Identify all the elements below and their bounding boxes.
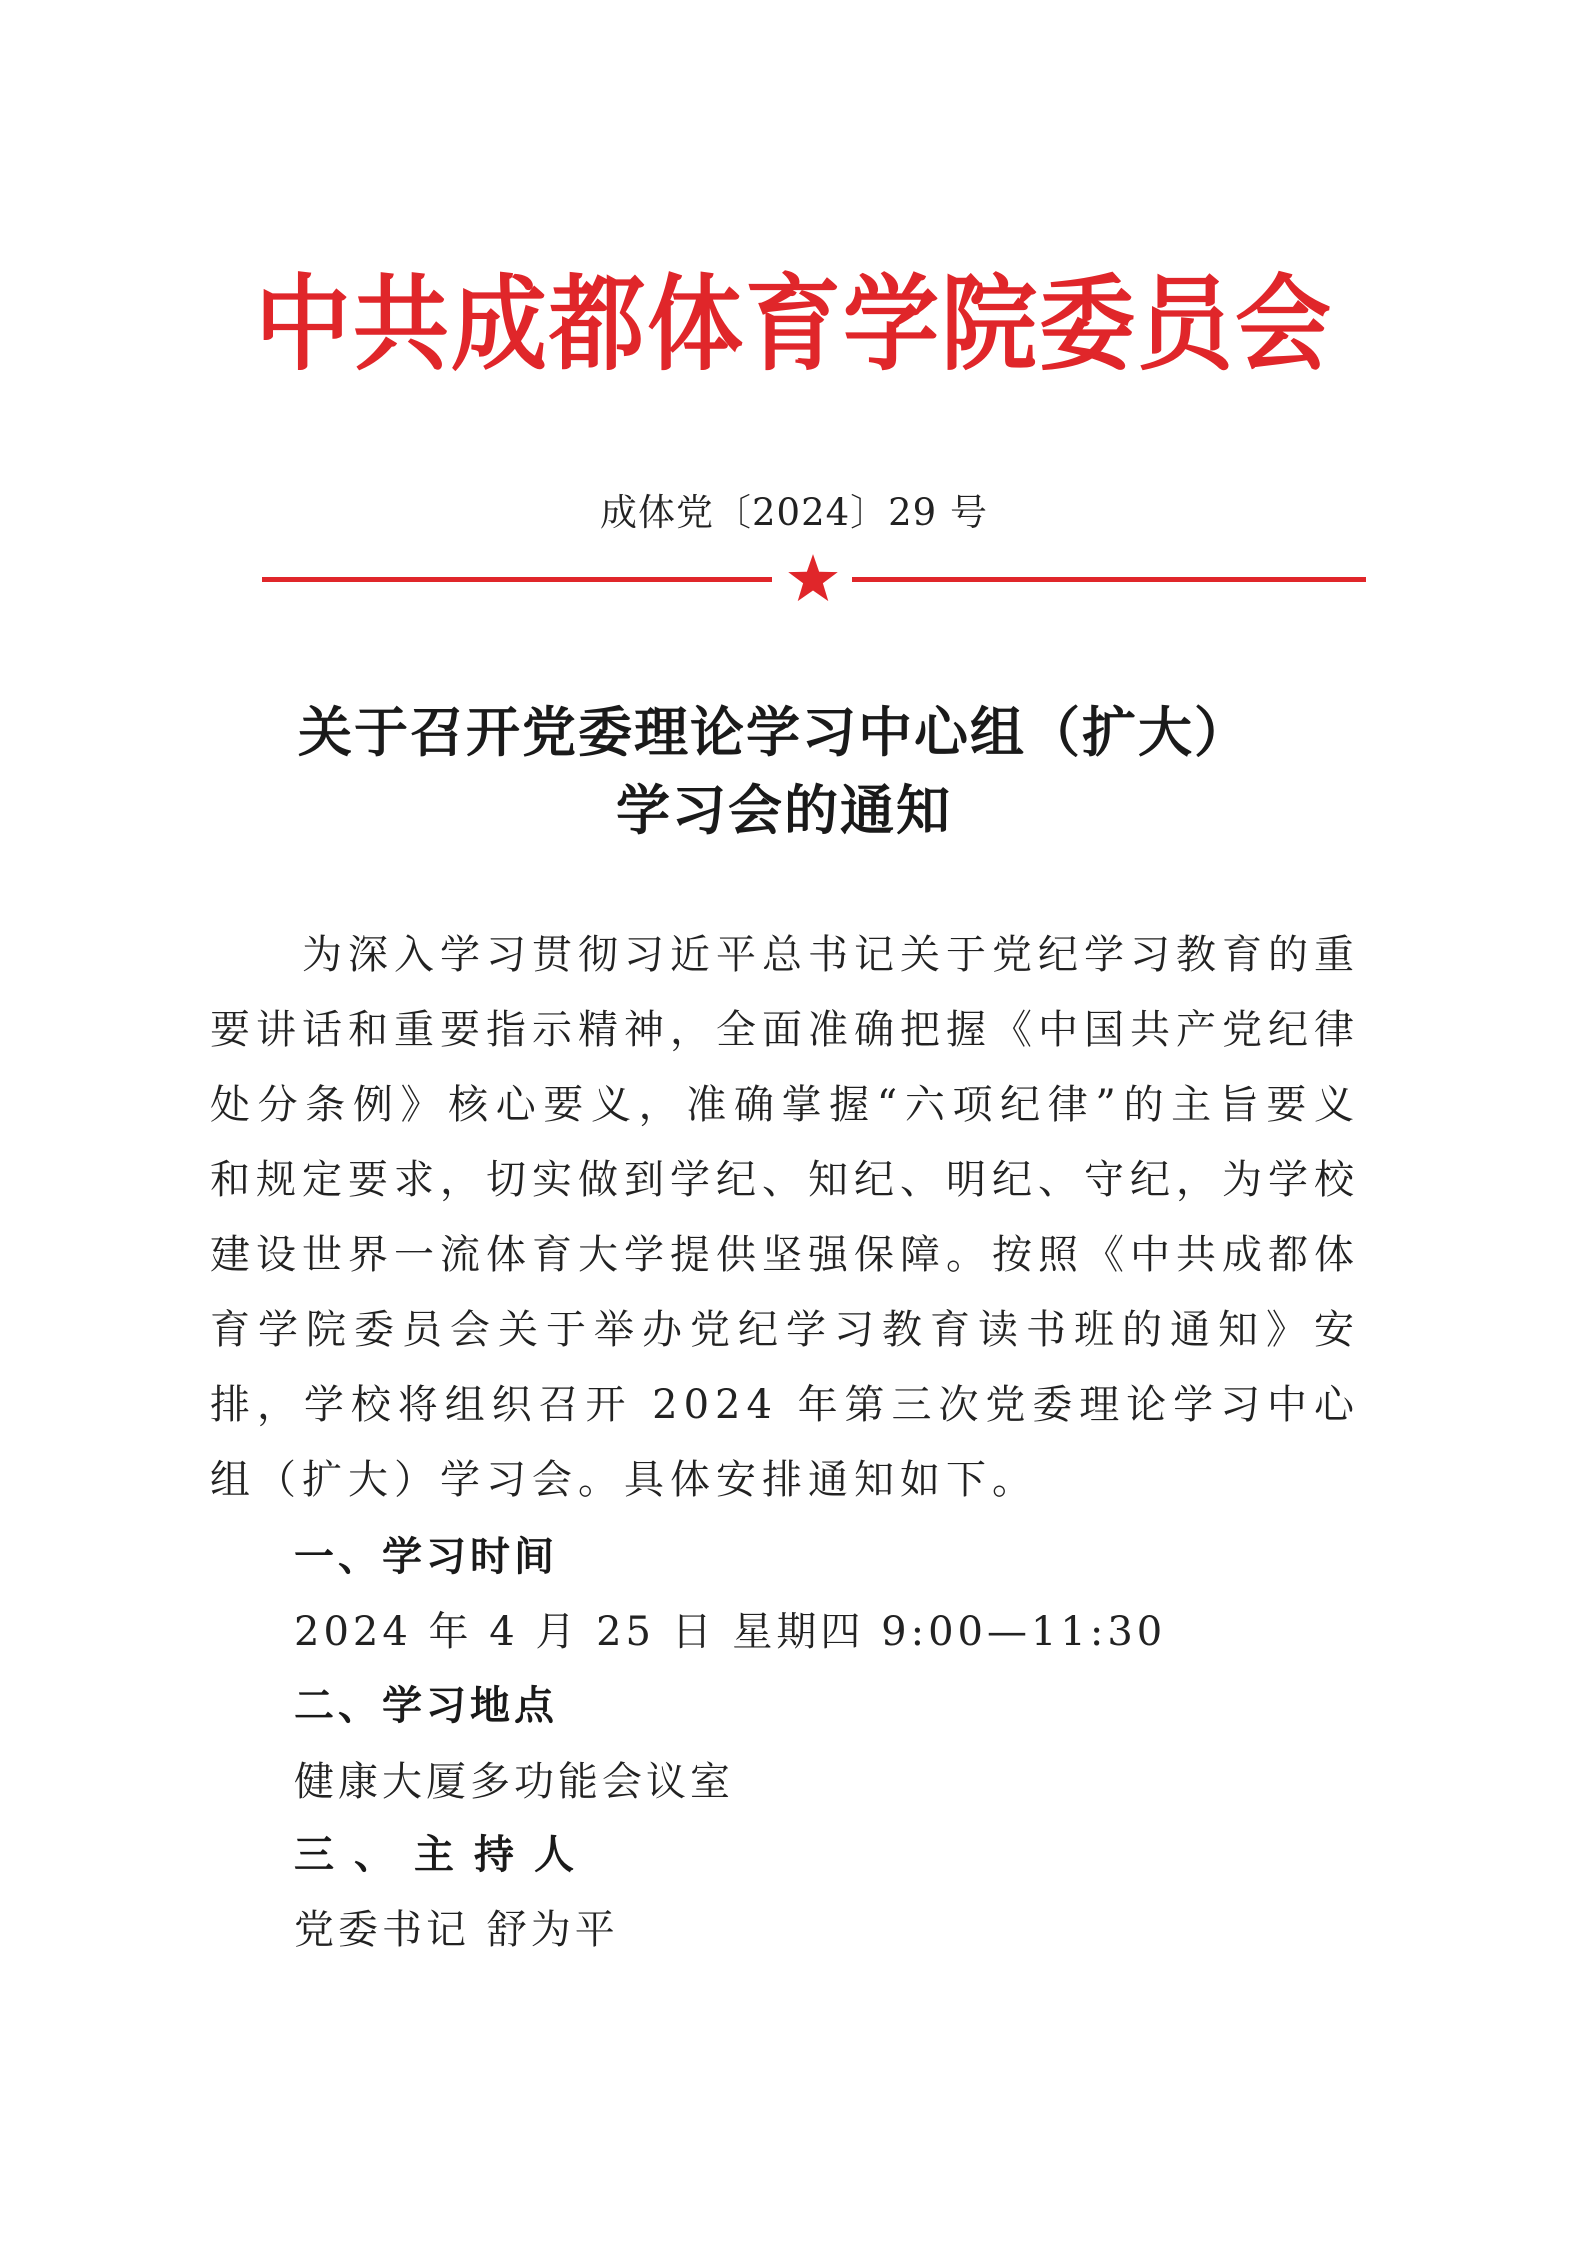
notice-title-line-2: 学习会的通知 <box>616 778 952 842</box>
section-heading-location: 二、学习地点 <box>294 1683 558 1729</box>
document-number: 成体党〔2024〕29 号 <box>599 491 988 534</box>
section-heading-host: 三、主持人 <box>294 1832 594 1878</box>
section-heading-time: 一、学习时间 <box>294 1534 558 1580</box>
star-icon <box>787 552 839 604</box>
red-divider-left <box>262 577 772 582</box>
body-paragraph: 为深入学习贯彻习近平总书记关于党纪学习教育的重要讲话和重要指示精神，全面准确把握《中国共产党纪律处分条例》核心要义，准确掌握“六项纪律”的主旨要义和规定要求，切实做到学纪、知纪、明纪、守纪，为学校建设世界一流体育大学提供坚强保障。按照《中共成都体育学院委员会关于举办党纪学习教育读书班的通知》安排，学校将组织召开 2024 年第三次党委理论学习中心组（扩大）学习会。具体安排通知如下。 <box>210 932 1360 1503</box>
organization-title: 中共成都体育学院委员会 <box>255 263 1333 386</box>
section-content-time: 2024 年 4 月 25 日 星期四 9:00—11:30 <box>294 1609 1167 1655</box>
red-divider-right <box>852 577 1366 582</box>
section-content-location: 健康大厦多功能会议室 <box>294 1759 734 1805</box>
notice-title-line-1: 关于召开党委理论学习中心组（扩大） <box>298 700 1250 764</box>
section-content-host: 党委书记 舒为平 <box>294 1907 619 1953</box>
